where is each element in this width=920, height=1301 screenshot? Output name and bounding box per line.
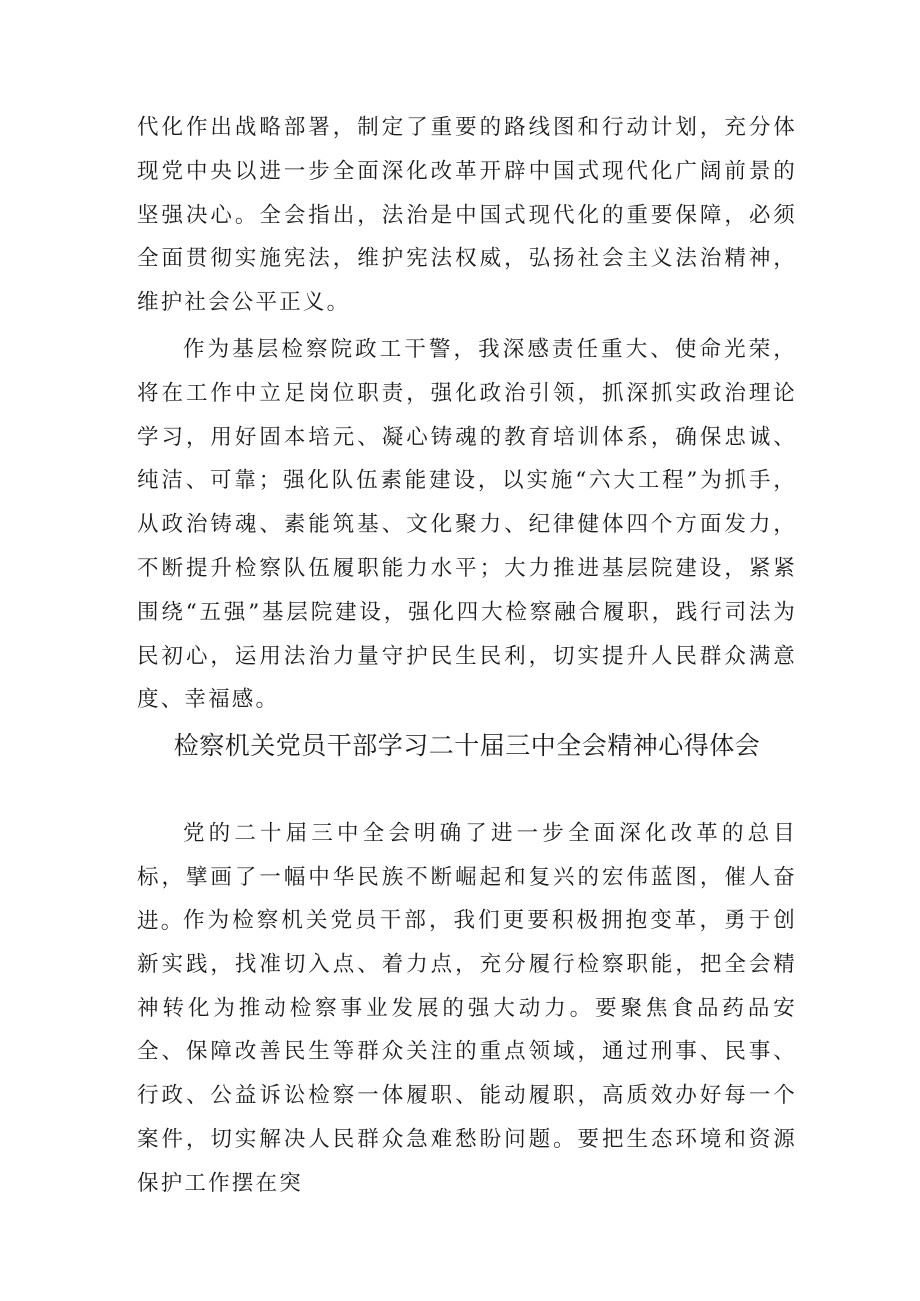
body-paragraph-continued: 代化作出战略部署，制定了重要的路线图和行动计划，充分体现党中央以进一步全面深化改革开辟中国式现代化广阔前景的坚强决心。全会指出，法治是中国式现代化的重要保障，必须全面贯彻实施宪法，维护宪法权威，弘扬社会主义法治精神，维护社会公平正义。: [137, 115, 797, 316]
body-paragraph: 党的二十届三中全会明确了进一步全面深化改革的总目标，擘画了一幅中华民族不断崛起和复兴的宏伟蓝图，催人奋进。: [137, 821, 797, 934]
body-paragraph: 作为检察机关党员干部，我们更要积极拥抱变革，勇于创新实践，找准切入点、着力点，充分履行检察职能，把全会精神转化为推动检察事业发展的强大动力。要聚焦食品药品安全、保障改善民生等群众关注的重点领域，通过刑事、民事、行政、公益诉讼检察一体履职、能动履职，高质效办好每一个案件，切实解决人民群众急难愁盼问题。要把生态环境和资源保护工作摆在突: [137, 908, 797, 1196]
section-title: 检察机关党员干部学习二十届三中全会精神心得体会: [173, 731, 761, 760]
body-paragraph: 作为基层检察院政工干警，我深感责任重大、使命光荣，将在工作中立足岗位职责，强化政治引领，抓深抓实政治理论学习，用好固本培元、凝心铸魂的教育培训体系，确保忠诚、纯洁、可靠；强化队伍素能建设，以实施“六大工程”为抓手，从政治铸魂、素能筑基、文化聚力、纪律健体四个方面发力，不断提升检察队伍履职能力水平；大力推进基层院建设，紧紧围绕“五强”基层院建设，强化四大检察融合履职，践行司法为民初心，运用法治力量守护民生民利，切实提升人民群众满意度、幸福感。: [137, 337, 797, 713]
